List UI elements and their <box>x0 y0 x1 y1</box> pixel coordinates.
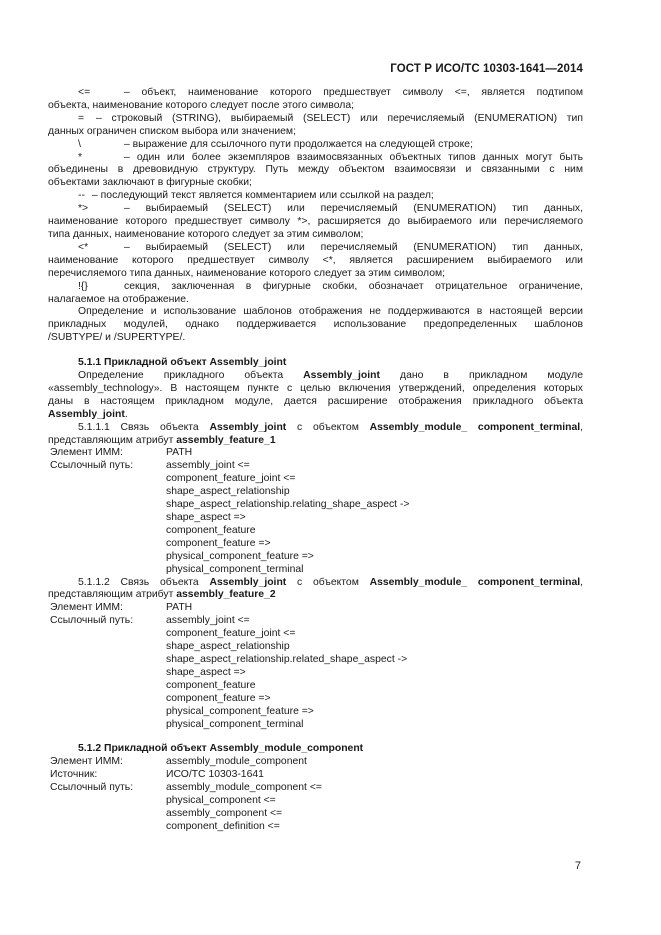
path-line: physical_component_terminal <box>166 563 304 575</box>
mapping-value: assembly_module_component <box>166 756 307 768</box>
mapping-row <box>48 782 583 834</box>
mapping-value: PATH <box>166 447 193 459</box>
path-line: assembly_module_component <= <box>166 782 322 794</box>
section-heading: 5.1.1 Прикладной объект Assembly_joint <box>78 357 287 369</box>
mapping-key: Элемент ИММ: <box>50 756 123 768</box>
def-text: – выбираемый (SELECT) или перечисляемый (ENUMERATION) тип данных, <box>124 241 583 253</box>
path-line: assembly_joint <= <box>166 615 250 627</box>
def-row <box>48 203 583 216</box>
reference-path <box>166 460 583 576</box>
paragraph: «assembly_technology». В настоящем пункте с целью включения утверждений, определения которых <box>48 382 583 394</box>
def-text: – один или более экземпляров взаимосвязанных объектных типов данных могут быть <box>124 151 583 163</box>
mapping-row <box>48 602 583 615</box>
subsection-heading: 5.1.1.1 Связь объекта Assembly_joint с объектом Assembly_module_ component_terminal, <box>78 421 584 433</box>
def-continuation: объектами заключают в фигурные скобки; <box>48 177 252 189</box>
mapping-row <box>48 447 583 460</box>
mapping-row <box>48 615 583 731</box>
path-line: component_feature => <box>166 537 271 549</box>
def-row <box>48 152 583 165</box>
mapping-key: Элемент ИММ: <box>50 602 123 614</box>
mapping-key: Ссылочный путь: <box>50 782 134 794</box>
path-line: component_feature <box>166 679 256 691</box>
path-line: shape_aspect_relationship <box>166 641 290 653</box>
mapping-row <box>48 756 583 769</box>
path-line: assembly_joint <= <box>166 460 250 472</box>
mapping-value: ИСО/ТС 10303-1641 <box>166 769 264 781</box>
mapping-key: Ссылочный путь: <box>50 460 134 472</box>
def-row <box>48 87 583 100</box>
path-line: component_feature_joint <= <box>166 628 296 640</box>
path-line: component_definition <= <box>166 820 280 832</box>
mapping-key: Источник: <box>50 769 98 781</box>
path-line: shape_aspect => <box>166 666 246 678</box>
paragraph: Определение прикладного объекта Assembly_joint дано в прикладном модуле <box>78 370 583 382</box>
mapping-key: Элемент ИММ: <box>50 447 123 459</box>
def-symbol: \ <box>78 138 81 150</box>
def-continuation: объекта, наименование которого следует после этого символа; <box>48 99 354 111</box>
path-line: component_feature_joint <= <box>166 473 296 485</box>
def-text: – выражение для ссылочного пути продолжается на следующей строке; <box>124 138 473 150</box>
paragraph: даны в настоящем прикладном модуле, дается расширение отображения прикладного объекта <box>48 395 583 407</box>
def-symbol: <* <box>78 241 89 253</box>
path-line: assembly_component <= <box>166 807 283 819</box>
path-line: shape_aspect => <box>166 512 246 523</box>
def-text: – последующий текст является комментарием или ссылкой на раздел; <box>92 190 434 202</box>
page-header: ГОСТ Р ИСО/ТС 10303-1641—2014 <box>390 63 583 75</box>
path-line: component_feature <box>166 524 256 536</box>
subsection-heading-cont: представляющим атрибут assembly_feature_2 <box>48 589 276 601</box>
path-line: shape_aspect_relationship.related_shape_aspect -> <box>166 653 408 665</box>
def-continuation: типа данных, наименование которого следует за этим символом; <box>48 228 364 240</box>
mapping-row <box>48 460 583 576</box>
def-continuation: наименование которого предшествует символу <*, является расширением выбираемого или <box>48 254 583 266</box>
def-symbol: !{} <box>78 280 88 292</box>
def-text: секция, заключенная в фигурные скобки, обозначает отрицательное ограничение, <box>124 280 583 292</box>
reference-path <box>166 782 583 834</box>
path-line: physical_component <= <box>166 795 276 807</box>
page-number: 7 <box>574 860 581 872</box>
paragraph: Assembly_joint. <box>48 408 128 420</box>
path-line: shape_aspect_relationship <box>166 486 290 498</box>
path-line: component_feature => <box>166 692 271 704</box>
def-symbol: -- <box>78 190 85 202</box>
paragraph: Определение и использование шаблонов отображения не поддерживаются в настоящей версии <box>78 306 583 318</box>
def-row <box>48 190 583 203</box>
paragraph: /SUBTYPE/ и /SUPERTYPE/. <box>48 332 186 344</box>
def-row <box>48 281 583 294</box>
def-continuation: объединены в древовидную структуру. Путь между объектом взаимосвязи и связанными с ним <box>48 164 583 176</box>
mapping-value: PATH <box>166 602 193 614</box>
document-body <box>48 87 583 834</box>
def-row <box>48 242 583 255</box>
paragraph: прикладных модулей, однако поддерживается использование предопределенных шаблонов <box>48 319 583 331</box>
path-line: shape_aspect_relationship.relating_shape_aspect -> <box>166 499 410 511</box>
def-symbol: *> <box>78 203 89 215</box>
def-text: – строковый (STRING), выбираемый (SELECT) или перечисляемый (ENUMERATION) тип <box>96 112 583 124</box>
mapping-row <box>48 769 583 782</box>
path-line: physical_component_feature => <box>166 550 314 562</box>
path-line: physical_component_feature => <box>166 705 314 717</box>
def-symbol: = <box>78 112 85 124</box>
def-symbol: <= <box>78 87 91 98</box>
path-line: physical_component_terminal <box>166 718 304 730</box>
def-continuation: перечисляемого типа данных, наименование которого следует за этим символом; <box>48 267 446 279</box>
def-continuation: данных ограничен списком выбора или значением; <box>48 125 296 137</box>
subsection-heading-cont: представляющим атрибут assembly_feature_1 <box>48 434 276 446</box>
def-text: – объект, наименование которого предшествует символу <=, является подтипом <box>124 87 583 98</box>
def-row <box>48 113 583 126</box>
def-row <box>48 139 583 152</box>
subsection-heading: 5.1.1.2 Связь объекта Assembly_joint с объектом Assembly_module_ component_terminal, <box>78 576 584 588</box>
section-heading: 5.1.2 Прикладной объект Assembly_module_component <box>78 743 364 755</box>
mapping-key: Ссылочный путь: <box>50 615 134 627</box>
def-continuation: наименование которого предшествует символу *>, расширяется до выбираемого или перечисляемого <box>48 216 583 228</box>
reference-path <box>166 615 583 731</box>
def-text: – выбираемый (SELECT) или перечисляемый (ENUMERATION) тип данных, <box>124 203 583 215</box>
def-continuation: налагаемое на отображение. <box>48 293 189 305</box>
def-symbol: * <box>78 151 83 163</box>
